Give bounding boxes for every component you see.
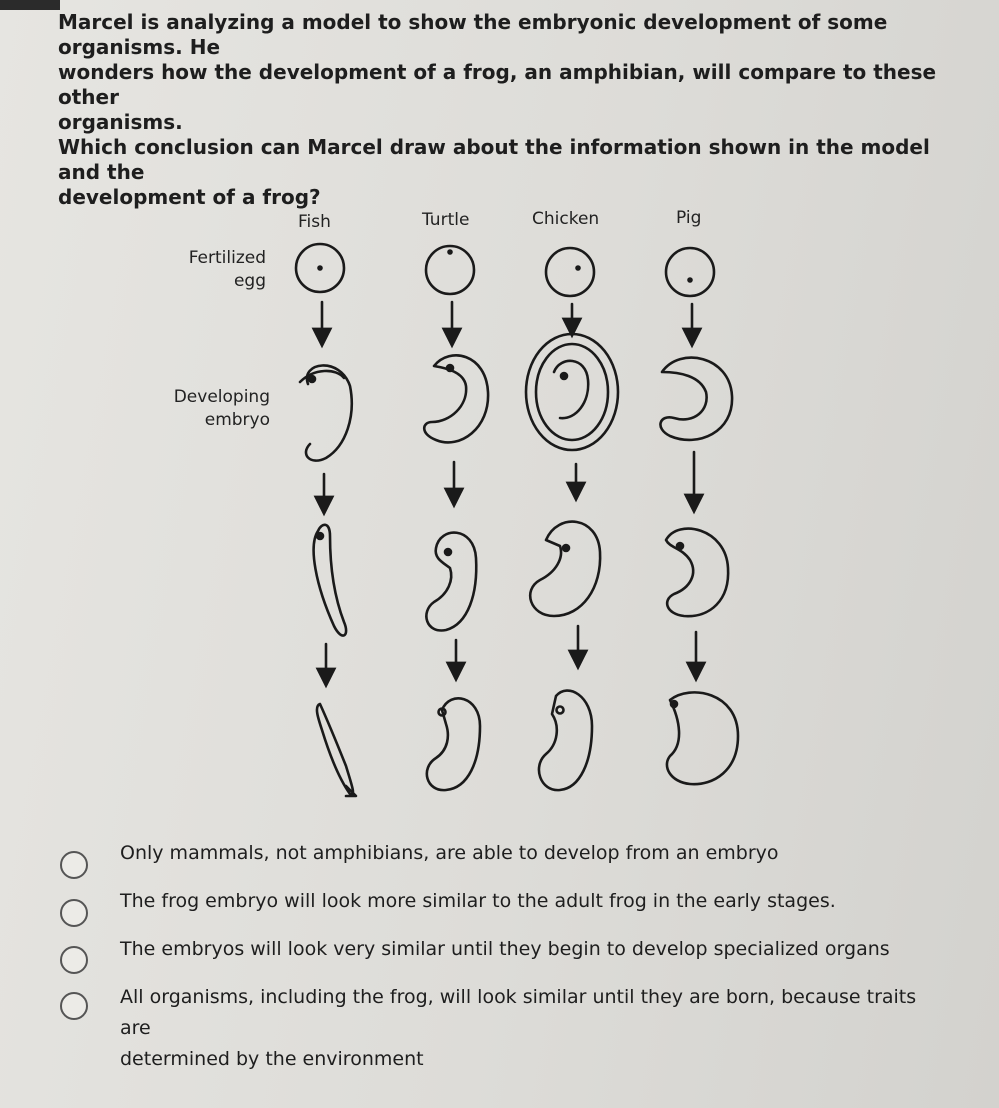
question-line: Which conclusion can Marcel draw about the information shown in the model and the <box>58 135 930 184</box>
row-label-line: embryo <box>204 410 270 430</box>
turtle-embryo-stage-1 <box>424 355 488 442</box>
chicken-column <box>526 248 618 790</box>
answer-option-text <box>120 982 980 1075</box>
answer-option-line: The embryos will look very similar until they begin to develop specialized organs <box>120 938 890 960</box>
answer-option-line: Only mammals, not amphibians, are able to develop from an embryo <box>120 842 779 864</box>
pig-egg <box>666 248 714 296</box>
fish-embryo-stage-3 <box>317 704 353 794</box>
column-header-chicken: Chicken <box>532 209 600 229</box>
fish-column <box>296 244 356 796</box>
pig-embryo-stage-1 <box>660 358 732 440</box>
radio-button[interactable] <box>60 851 88 879</box>
answer-option-text <box>120 886 980 917</box>
question-line: organisms. <box>58 110 183 134</box>
turtle-embryo-stage-3 <box>427 698 480 790</box>
row-label-line: egg <box>233 271 266 291</box>
turtle-embryo-stage-2 <box>426 533 476 631</box>
chicken-embryo-stage-3 <box>539 691 592 791</box>
chicken-embryo-stage-2 <box>530 522 600 616</box>
radio-button[interactable] <box>60 992 88 1020</box>
column-header-pig: Pig <box>676 208 702 228</box>
answer-option-line: The frog embryo will look more similar to the adult frog in the early stages. <box>120 890 836 912</box>
row-label-line: Developing <box>173 387 270 407</box>
answer-option-line: are <box>120 1017 151 1039</box>
radio-button[interactable] <box>60 946 88 974</box>
embryo-development-model <box>150 196 770 816</box>
turtle-column <box>424 246 488 790</box>
pig-embryo-stage-2 <box>666 529 728 617</box>
answer-option-text <box>120 934 980 965</box>
chicken-egg <box>546 248 594 296</box>
fish-embryo-stage-2 <box>314 525 346 636</box>
radio-button[interactable] <box>60 899 88 927</box>
column-header-turtle: Turtle <box>422 210 470 230</box>
pig-column <box>660 248 738 784</box>
answer-option-line: All organisms, including the frog, will look similar until they are born, because traits <box>120 986 917 1008</box>
top-bar <box>0 0 60 10</box>
chicken-embryo-stage-1 <box>526 334 618 450</box>
question-line: development of a frog? <box>58 185 321 209</box>
question-line: Marcel is analyzing a model to show the embryonic development of some organisms. He <box>58 10 888 59</box>
answer-option-line: determined by the environment <box>120 1048 424 1070</box>
question-line: wonders how the development of a frog, an amphibian, will compare to these other <box>58 60 937 109</box>
answer-option-text <box>120 838 980 869</box>
question-text <box>58 10 958 210</box>
column-header-fish: Fish <box>298 212 331 232</box>
row-label-line: Fertilized <box>188 248 266 268</box>
embryo-illustration <box>150 196 770 816</box>
